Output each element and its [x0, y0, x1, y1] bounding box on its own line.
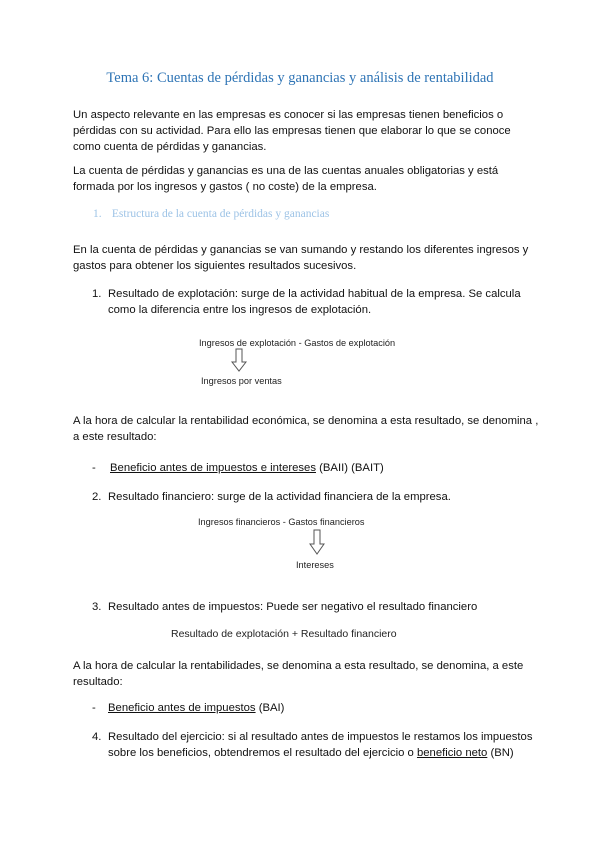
list-item-line: Resultado antes de impuestos: Puede ser negativo el resultado financiero [108, 601, 478, 613]
list-number: 1. [92, 288, 102, 300]
bullet-text [110, 460, 384, 476]
list-item-line: Resultado financiero: surge de la actividad financiera de la empresa. [108, 491, 451, 503]
definition-line: formada por los ingresos y gastos ( no coste) de la empresa. [73, 181, 377, 193]
list-item-line: como la diferencia entre los ingresos de explotación. [108, 304, 372, 316]
bullet-marker: - [92, 702, 96, 714]
diagram2-result: Intereses [296, 560, 334, 570]
definition-line: La cuenta de pérdidas y ganancias es una de las cuentas anuales obligatorias y está [73, 165, 499, 177]
bullet-bait [92, 460, 492, 476]
paragraph-line: A la hora de calcular la rentabilidades, se denomina a esta resultado, se denomina, a este [73, 660, 524, 672]
formula-resultado-antes-impuestos: Resultado de explotación + Resultado financiero [171, 628, 397, 640]
paragraph-line: A la hora de calcular la rentabilidad económica, se denomina a esta resultado, se denomina , [73, 415, 539, 427]
paragraph-line: resultado: [73, 676, 123, 688]
list-item-line: Resultado del ejercicio: si al resultado antes de impuestos le restamos los impuestos [108, 731, 533, 743]
term-abbreviation: (BAI) [255, 702, 285, 714]
term-abbreviation: (BAII) (BAIT) [315, 462, 384, 474]
list-number: 2. [92, 491, 102, 503]
intro-line: como cuenta de pérdidas y ganancias. [73, 141, 267, 153]
list-item-line [108, 745, 532, 761]
bullet-text [108, 700, 284, 716]
diagram2-formula: Ingresos financieros - Gastos financieros [198, 517, 365, 527]
line-text: sobre los beneficios, obtendremos el resultado del ejercicio o [108, 747, 417, 759]
term-underlined: Beneficio antes de impuestos e intereses [110, 462, 316, 474]
section-number: 1. [93, 208, 102, 220]
intro-paragraph [73, 107, 533, 155]
section-title: Estructura de la cuenta de pérdidas y ganancias [111, 208, 330, 220]
diagram1-result: Ingresos por ventas [201, 376, 282, 386]
diagram1-formula: Ingresos de explotación - Gastos de explotación [199, 338, 396, 348]
bullet-bai [92, 700, 492, 716]
paragraph-line: a este resultado: [73, 431, 157, 443]
term-underlined: beneficio neto [416, 747, 488, 759]
list-number: 3. [92, 601, 102, 613]
list-item-text [108, 599, 477, 615]
section-intro-line: En la cuenta de pérdidas y ganancias se van sumando y restando los diferentes ingresos y [73, 244, 529, 256]
list-item-text [108, 489, 451, 505]
term-abbreviation: (BN) [487, 747, 514, 759]
list-item-4 [92, 729, 562, 763]
list-item-2 [92, 489, 552, 505]
definition-paragraph [73, 163, 533, 195]
list-item-line: Resultado de explotación: surge de la actividad habitual de la empresa. Se calcula [108, 288, 521, 300]
down-arrow-icon [231, 348, 247, 372]
intro-line: pérdidas con su actividad. Para ello las empresas tienen que elaborar lo que se conoce [73, 125, 511, 137]
page-title: Tema 6: Cuentas de pérdidas y ganancias y análisis de rentabilidad [106, 70, 494, 86]
rentabilidades-paragraph [73, 658, 543, 690]
term-underlined: Beneficio antes de impuestos [108, 702, 256, 714]
rentabilidad-economica-paragraph [73, 413, 543, 445]
list-number: 4. [92, 731, 102, 743]
list-item-text [108, 729, 532, 761]
section-intro-paragraph [73, 242, 533, 274]
section-intro-line: gastos para obtener los siguientes resultados sucesivos. [73, 260, 357, 272]
list-item-text [108, 286, 521, 318]
list-item-1 [92, 286, 552, 320]
down-arrow-icon [309, 529, 325, 555]
list-item-3 [92, 599, 552, 615]
bullet-marker: - [92, 462, 96, 474]
section-heading [93, 208, 329, 220]
intro-line: Un aspecto relevante en las empresas es conocer si las empresas tienen beneficios o [73, 109, 504, 121]
